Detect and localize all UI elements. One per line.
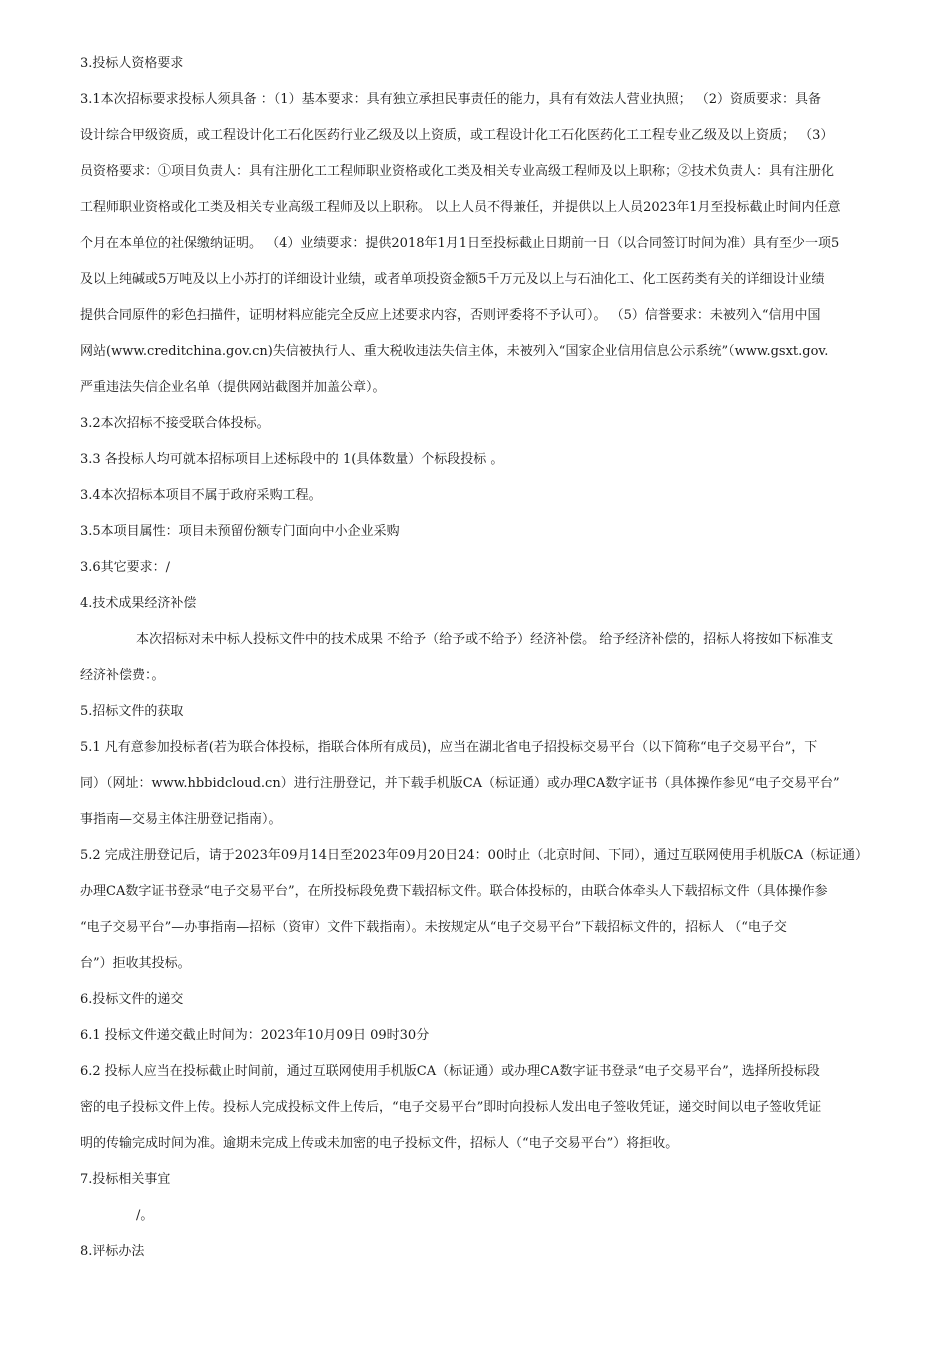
document-line: 8.评标办法: [80, 1244, 145, 1259]
document-line: 设计综合甲级资质，或工程设计化工石化医药行业乙级及以上资质，或工程设计化工石化医药化工工程专业乙级及以上资质； （3）: [80, 128, 834, 143]
document-line: 个月在本单位的社保缴纳证明。 （4）业绩要求：提供2018年1月1日至投标截止日期前一日（以合同签订时间为准）具有至少一项5: [80, 236, 840, 251]
document-page: [80, 46, 906, 1270]
document-line: 严重违法失信企业名单（提供网站截图并加盖公章）。: [80, 380, 386, 395]
document-line: 6.1 投标文件递交截止时间为：2023年10月09日 09时30分: [80, 1028, 430, 1043]
document-line: 7.投标相关事宜: [80, 1172, 171, 1187]
document-line: 明的传输完成时间为准。逾期未完成上传或未加密的电子投标文件，招标人（“电子交易平台”）将拒收。: [80, 1136, 679, 1151]
document-line: 事指南—交易主体注册登记指南）。: [80, 812, 282, 827]
document-line: 5.2 完成注册登记后，请于2023年09月14日至2023年09月20日24：00时止（北京时间、下同），通过互联网使用手机版CA（标证通）: [80, 848, 869, 863]
document-line: 6.投标文件的递交: [80, 992, 184, 1007]
document-line: 4.技术成果经济补偿: [80, 596, 197, 611]
document-line: 网站(www.creditchina.gov.cn)失信被执行人、重大税收违法失信主体，未被列入“国家企业信用信息公示系统”（www.gsxt.gov.: [80, 344, 829, 359]
document-line: 密的电子投标文件上传。投标人完成投标文件上传后，“电子交易平台”即时向投标人发出电子签收凭证，递交时间以电子签收凭证: [80, 1100, 822, 1115]
document-line: 3.投标人资格要求: [80, 56, 184, 71]
document-line: 3.2本次招标不接受联合体投标。: [80, 416, 270, 431]
document-line: 办理CA数字证书登录“电子交易平台”，在所投标段免费下载招标文件。联合体投标的，由联合体牵头人下载招标文件（具体操作参: [80, 884, 828, 899]
document-line: 3.5本项目属性：项目未预留份额专门面向中小企业采购: [80, 524, 400, 539]
document-line: 本次招标对未中标人投标文件中的技术成果 不给予（给予或不给予）经济补偿。 给予经济补偿的，招标人将按如下标准支: [136, 632, 834, 647]
document-line: /。: [136, 1208, 154, 1223]
document-line: 3.4本次招标本项目不属于政府采购工程。: [80, 488, 322, 503]
document-line: 同）（网址：www.hbbidcloud.cn）进行注册登记，并下载手机版CA（标证通）或办理CA数字证书（具体操作参见“电子交易平台”: [80, 776, 840, 791]
document-line: 经济补偿费：。: [80, 668, 165, 683]
document-line: 员资格要求：①项目负责人：具有注册化工工程师职业资格或化工类及相关专业高级工程师及以上职称；②技术负责人：具有注册化: [80, 164, 835, 179]
document-line: 3.3 各投标人均可就本招标项目上述标段中的 1(具体数量）个标段投标 。: [80, 452, 504, 467]
document-line: 5.1 凡有意参加投标者(若为联合体投标，指联合体所有成员)，应当在湖北省电子招投标交易平台（以下简称“电子交易平台”，下: [80, 740, 818, 755]
document-line: 5.招标文件的获取: [80, 704, 184, 719]
document-line: 提供合同原件的彩色扫描件，证明材料应能完全反应上述要求内容，否则评委将不予认可）。 （5）信誉要求：未被列入“信用中国: [80, 308, 821, 323]
document-line: 3.1本次招标要求投标人须具备 ：（1）基本要求：具有独立承担民事责任的能力，具有有效法人营业执照； （2）资质要求：具备: [80, 92, 821, 107]
document-line: 3.6其它要求：/: [80, 560, 171, 575]
document-line: 6.2 投标人应当在投标截止时间前，通过互联网使用手机版CA（标证通）或办理CA数字证书登录“电子交易平台”，选择所投标段: [80, 1064, 820, 1079]
document-line: 及以上纯碱或5万吨及以上小苏打的详细设计业绩，或者单项投资金额5千万元及以上与石油化工、化工医药类有关的详细设计业绩: [80, 272, 825, 287]
document-line: 工程师职业资格或化工类及相关专业高级工程师及以上职称。 以上人员不得兼任，并提供以上人员2023年1月至投标截止时间内任意: [80, 200, 841, 215]
document-line: “电子交易平台”—办事指南—招标（资审）文件下载指南）。未按规定从“电子交易平台”下载招标文件的，招标人 （“电子交: [80, 920, 787, 935]
document-line: 台”）拒收其投标。: [80, 956, 191, 971]
